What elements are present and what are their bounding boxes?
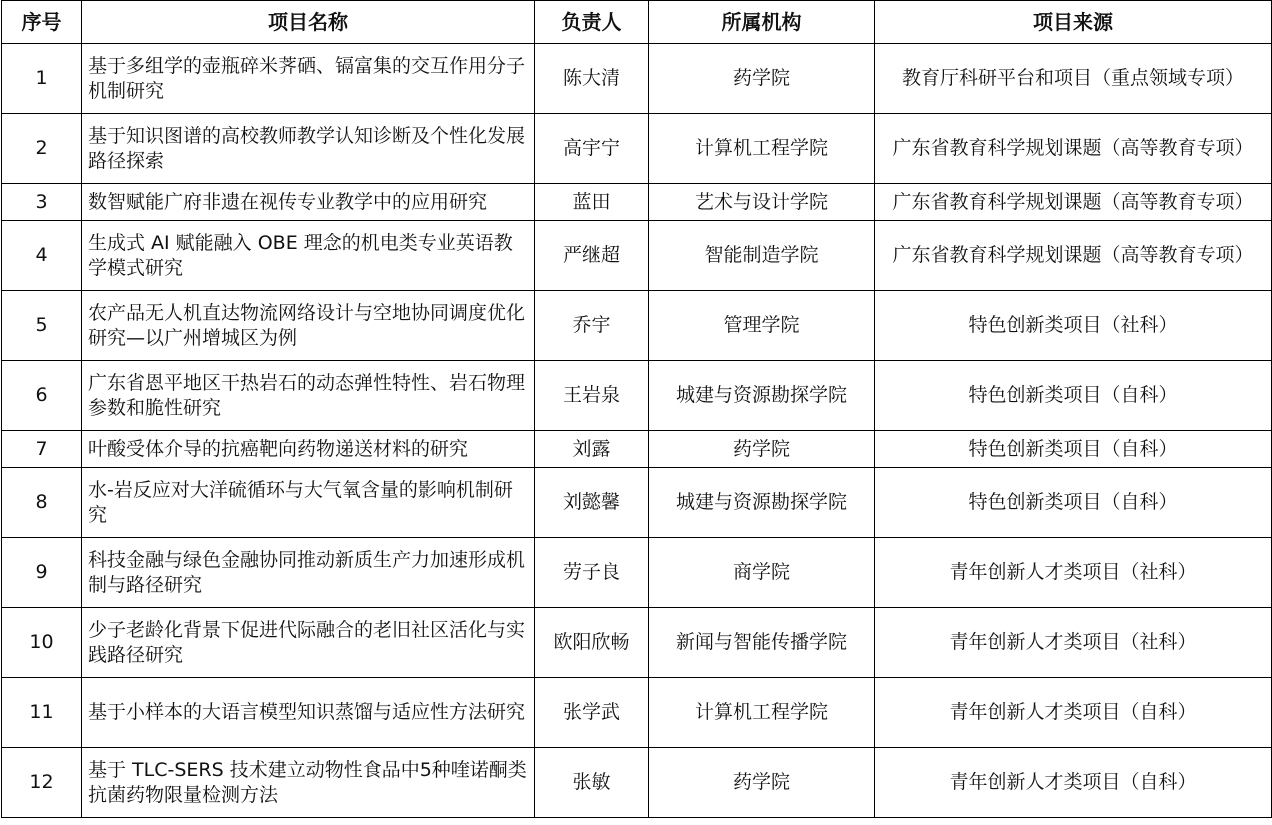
- table-row: [2, 44, 1272, 114]
- cell-source: 青年创新人才类项目（自科）: [875, 678, 1272, 748]
- cell-name: 少子老龄化背景下促进代际融合的老旧社区活化与实践路径研究: [82, 608, 535, 678]
- cell-name: 数智赋能广府非遗在视传专业教学中的应用研究: [82, 184, 535, 221]
- cell-seq: 3: [2, 184, 82, 221]
- cell-name: 广东省恩平地区干热岩石的动态弹性特性、岩石物理参数和脆性研究: [82, 361, 535, 431]
- cell-org: 艺术与设计学院: [649, 184, 875, 221]
- table-row: [2, 221, 1272, 291]
- cell-org: 计算机工程学院: [649, 678, 875, 748]
- cell-org: 管理学院: [649, 291, 875, 361]
- cell-seq: 6: [2, 361, 82, 431]
- cell-seq: 10: [2, 608, 82, 678]
- cell-leader: 张敏: [535, 748, 649, 818]
- cell-seq: 4: [2, 221, 82, 291]
- cell-leader: 乔宇: [535, 291, 649, 361]
- table-row: [2, 468, 1272, 538]
- table-row: [2, 431, 1272, 468]
- cell-seq: 2: [2, 114, 82, 184]
- table-row: [2, 538, 1272, 608]
- cell-leader: 蓝田: [535, 184, 649, 221]
- header-name: 项目名称: [82, 1, 535, 44]
- cell-leader: 高宇宁: [535, 114, 649, 184]
- cell-source: 青年创新人才类项目（社科）: [875, 538, 1272, 608]
- table-row: [2, 748, 1272, 818]
- cell-name: 基于知识图谱的高校教师教学认知诊断及个性化发展路径探索: [82, 114, 535, 184]
- header-source: 项目来源: [875, 1, 1272, 44]
- cell-org: 药学院: [649, 748, 875, 818]
- cell-source: 特色创新类项目（自科）: [875, 468, 1272, 538]
- cell-seq: 11: [2, 678, 82, 748]
- cell-org: 新闻与智能传播学院: [649, 608, 875, 678]
- cell-source: 特色创新类项目（自科）: [875, 431, 1272, 468]
- cell-leader: 严继超: [535, 221, 649, 291]
- cell-name: 叶酸受体介导的抗癌靶向药物递送材料的研究: [82, 431, 535, 468]
- projects-table: [1, 0, 1272, 818]
- table-row: [2, 114, 1272, 184]
- cell-name: 水-岩反应对大洋硫循环与大气氧含量的影响机制研究: [82, 468, 535, 538]
- cell-leader: 劳子良: [535, 538, 649, 608]
- cell-seq: 5: [2, 291, 82, 361]
- cell-leader: 欧阳欣畅: [535, 608, 649, 678]
- cell-org: 城建与资源勘探学院: [649, 361, 875, 431]
- cell-org: 药学院: [649, 431, 875, 468]
- table-row: [2, 608, 1272, 678]
- cell-source: 教育厅科研平台和项目（重点领域专项）: [875, 44, 1272, 114]
- cell-leader: 张学武: [535, 678, 649, 748]
- cell-source: 特色创新类项目（社科）: [875, 291, 1272, 361]
- header-org: 所属机构: [649, 1, 875, 44]
- cell-leader: 陈大清: [535, 44, 649, 114]
- table-row: [2, 678, 1272, 748]
- cell-source: 青年创新人才类项目（自科）: [875, 748, 1272, 818]
- cell-name: 基于小样本的大语言模型知识蒸馏与适应性方法研究: [82, 678, 535, 748]
- cell-name: 生成式 AI 赋能融入 OBE 理念的机电类专业英语教学模式研究: [82, 221, 535, 291]
- table-row: [2, 184, 1272, 221]
- cell-name: 科技金融与绿色金融协同推动新质生产力加速形成机制与路径研究: [82, 538, 535, 608]
- header-row: [2, 1, 1272, 44]
- cell-org: 药学院: [649, 44, 875, 114]
- header-leader: 负责人: [535, 1, 649, 44]
- cell-source: 青年创新人才类项目（社科）: [875, 608, 1272, 678]
- cell-seq: 8: [2, 468, 82, 538]
- cell-leader: 王岩泉: [535, 361, 649, 431]
- cell-org: 计算机工程学院: [649, 114, 875, 184]
- cell-leader: 刘懿馨: [535, 468, 649, 538]
- table-row: [2, 291, 1272, 361]
- table-row: [2, 361, 1272, 431]
- cell-seq: 7: [2, 431, 82, 468]
- cell-org: 商学院: [649, 538, 875, 608]
- cell-seq: 9: [2, 538, 82, 608]
- cell-leader: 刘露: [535, 431, 649, 468]
- cell-source: 特色创新类项目（自科）: [875, 361, 1272, 431]
- cell-name: 基于 TLC-SERS 技术建立动物性食品中5种喹诺酮类抗菌药物限量检测方法: [82, 748, 535, 818]
- cell-name: 基于多组学的壶瓶碎米荠硒、镉富集的交互作用分子机制研究: [82, 44, 535, 114]
- cell-name: 农产品无人机直达物流网络设计与空地协同调度优化研究—以广州增城区为例: [82, 291, 535, 361]
- cell-seq: 1: [2, 44, 82, 114]
- cell-org: 智能制造学院: [649, 221, 875, 291]
- cell-source: 广东省教育科学规划课题（高等教育专项）: [875, 184, 1272, 221]
- cell-source: 广东省教育科学规划课题（高等教育专项）: [875, 114, 1272, 184]
- cell-seq: 12: [2, 748, 82, 818]
- cell-org: 城建与资源勘探学院: [649, 468, 875, 538]
- cell-source: 广东省教育科学规划课题（高等教育专项）: [875, 221, 1272, 291]
- header-seq: 序号: [2, 1, 82, 44]
